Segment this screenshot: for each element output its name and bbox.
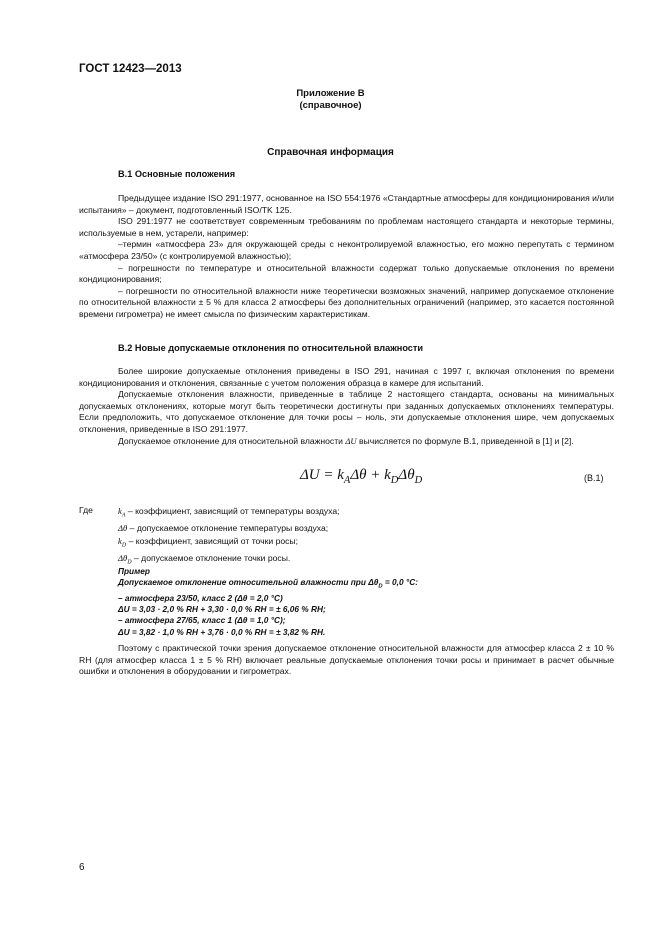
- section-b2-body: [79, 366, 614, 447]
- section-heading-b1: В.1 Основные положения: [118, 169, 236, 179]
- document-code: ГОСТ 12423—2013: [79, 63, 182, 75]
- example-title: Пример: [118, 566, 150, 576]
- paragraph-text: Допускаемое отклонение для относительной влажности: [118, 435, 346, 446]
- section-b2-conclusion: [79, 643, 614, 678]
- main-title: Справочная информация: [267, 147, 394, 158]
- example-line: – атмосфера 23/50, класс 2 (Δθ = 2,0 °С): [118, 593, 283, 604]
- example-line: ΔU = 3,82 · 1,0 % RH + 3,76 · 0,0 % RH = ± 3,82 % RH.: [118, 626, 326, 637]
- appendix-title: Приложение В: [296, 88, 365, 99]
- appendix-subtitle: (справочное): [299, 100, 362, 111]
- paragraph: – погрешности по относительной влажности ниже теоретически возможных значений, например допускаемое отклонение по относительной влажности ± 5 % для класса 2 атмосферы без дополнительных ограничений (например, это касается постоянной времени гигрометра) не имеет смысла по физическим характеристикам.: [79, 285, 614, 319]
- paragraph: Предыдущее издание ISO 291:1977, основанное на ISO 554:1976 «Стандартные атмосферы для кондиционирования и/или испытания» – документ, подготовленный ISO/TK 125.: [79, 193, 614, 215]
- formula-number: (В.1): [584, 473, 604, 483]
- example-line: Допускаемое отклонение относительной влажности при $\Delta\theta_D = 0,0$ °С:: [118, 577, 418, 590]
- paragraph: – погрешности по температуре и относительной влажности содержат только допускаемые отклонения по времени кондиционирования;: [79, 262, 614, 285]
- definition-item: $\Delta\theta_D$ – допускаемое отклонение точки росы.: [118, 553, 291, 566]
- example-line: – атмосфера 27/65, класс 1 (Δθ = 1,0 °С);: [118, 615, 286, 626]
- example-line: ΔU = 3,03 · 2,0 % RH + 3,30 · 0,0 % RH = ± 6,06 % RH;: [118, 604, 326, 615]
- paragraph: Допускаемые отклонения влажности, приведенные в таблице 2 настоящего стандарта, основаны на минимальных допускаемых отклонениях, которые могут быть теоретически достигнуты при заданных допускаемых отклонениях температуры. Если предположить, что допускаемое отклонение для точки росы – ноль, эти допускаемые отклонения шире, чем допускаемых отклонения, приведенные в ISO 291:1977.: [79, 389, 614, 434]
- section-heading-b2: В.2 Новые допускаемые отклонения по относительной влажности: [118, 343, 424, 353]
- symbol-definitions: [118, 505, 340, 570]
- definition-item: $k_D$ – коэффициент, зависящий от точки росы;: [118, 535, 298, 549]
- paragraph: –термин «атмосфера 23» для окружающей среды с неконтролируемой влажностью, его можно перепутать с термином «атмосфера 23/50» (с контролируемой влажностью);: [79, 239, 614, 261]
- paragraph: Поэтому с практической точки зрения допускаемое отклонение относительной влажности для атмосфер класса 2 ± 10 % RH (для атмосфер класса 1 ± 5 % RH) включает реальные допускаемые отклонения точки росы и принимает в расчет обычные ошибки и отклонения в оборудовании и гигрометрах.: [79, 643, 614, 677]
- definition-item: $k_A$ – коэффициент, зависящий от температуры воздуха;: [118, 506, 340, 519]
- paragraph-text: вычисляется по формуле В.1, приведенной в [1] и [2].: [356, 435, 574, 446]
- section-b1-body: [79, 193, 614, 321]
- paragraph: ISO 291:1977 не соответствует современным требованиям по проблемам настоящего стандарта и некоторые термины, используемые в нем, устарели, например:: [79, 216, 614, 238]
- delta-u-symbol: ΔU: [345, 435, 357, 446]
- formula-b1: $\Delta U = k_A\Delta\theta + k_D\Delta\theta_D$: [300, 467, 423, 486]
- paragraph: [79, 436, 614, 448]
- paragraph: Более широкие допускаемые отклонения приведены в ISO 291, начиная с 1997 г, включая отклонения по времени кондиционирования и отклонения, связанные с учетом положения образца в камере для испытаний.: [79, 366, 614, 388]
- page-number: 6: [79, 862, 85, 873]
- where-label: Где: [79, 505, 93, 515]
- example-block: [118, 566, 418, 638]
- definition-item: Δθ – допускаемое отклонение температуры воздуха;: [118, 523, 329, 534]
